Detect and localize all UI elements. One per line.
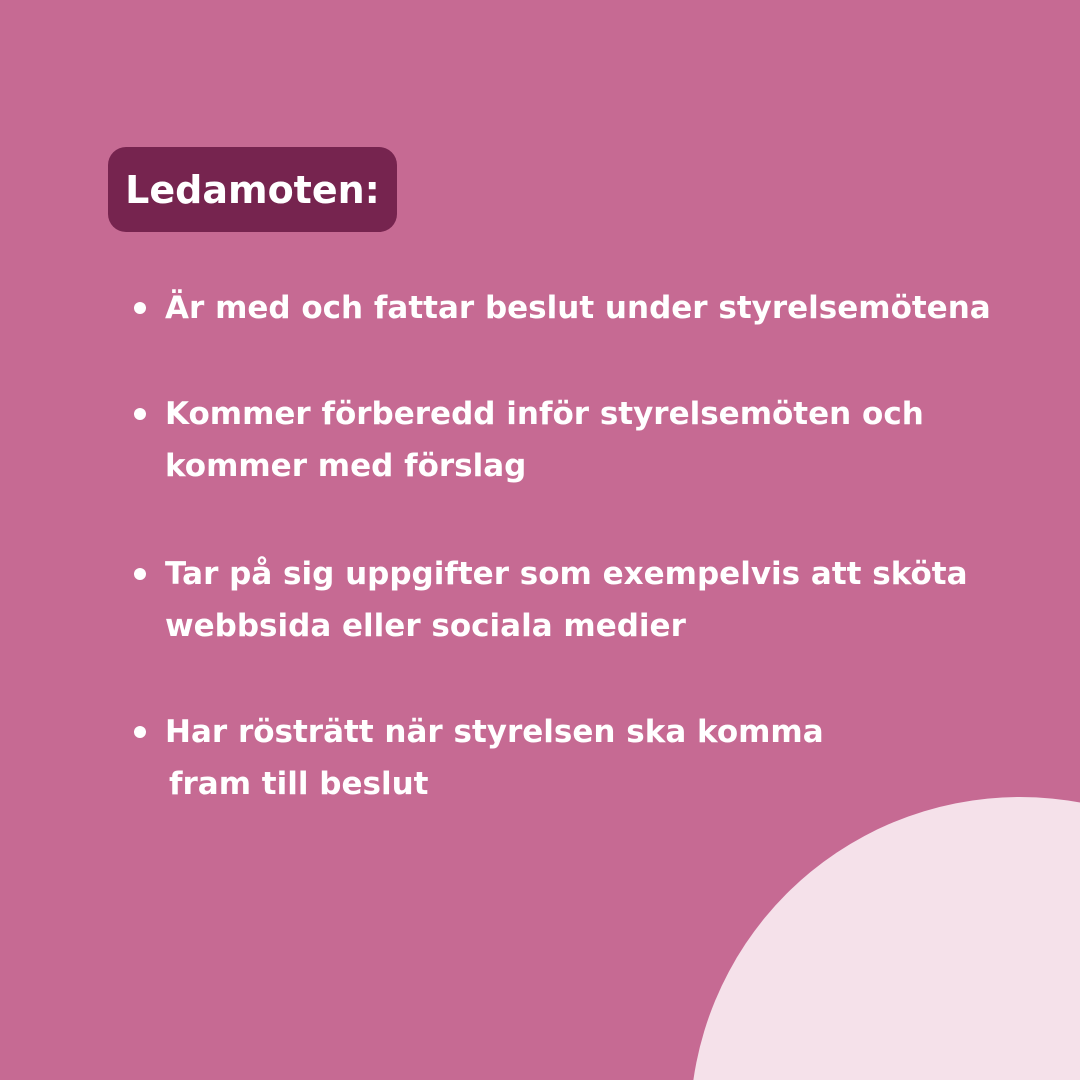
title-badge	[108, 147, 397, 232]
decorative-circle	[690, 797, 1080, 1080]
bullet-text: Är med och fattar beslut under styrelsemötena	[165, 290, 991, 326]
bullet-text: Har rösträtt när styrelsen ska komma	[165, 714, 824, 750]
bullet-text: Kommer förberedd inför styrelsemöten och	[165, 396, 924, 432]
bullet-dot-icon	[134, 568, 146, 580]
bullet-text: kommer med förslag	[165, 448, 527, 484]
bullet-text: fram till beslut	[169, 766, 429, 802]
bullet-dot-icon	[134, 726, 146, 738]
bullet-dot-icon	[134, 302, 146, 314]
slide-title: Ledamoten:	[125, 167, 380, 212]
bullet-dot-icon	[134, 408, 146, 420]
bullet-text: Tar på sig uppgifter som exempelvis att sköta	[165, 556, 968, 592]
bullet-text: webbsida eller sociala medier	[165, 608, 686, 644]
